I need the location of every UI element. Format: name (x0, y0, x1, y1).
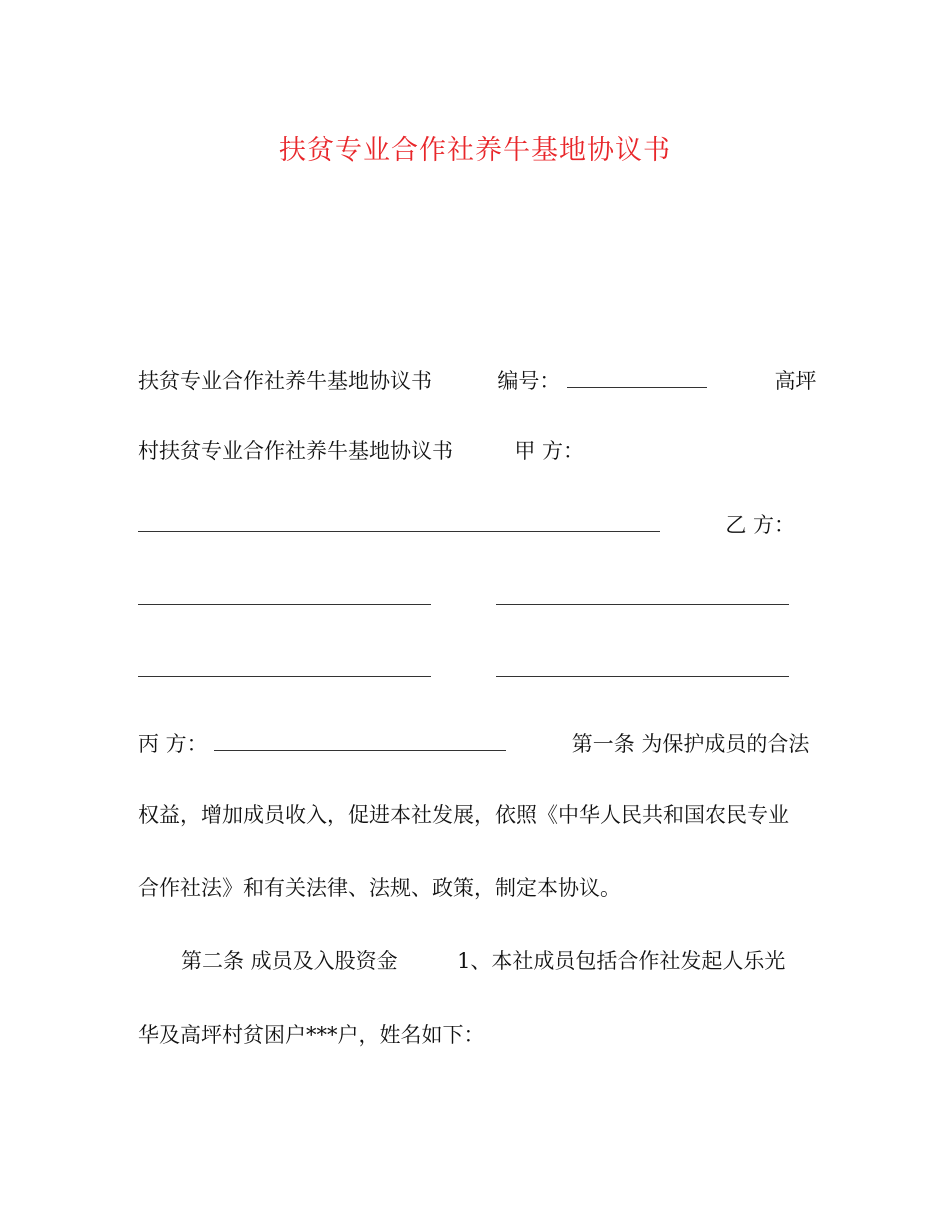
article-two-line (181, 946, 785, 976)
party-a-blank[interactable] (138, 511, 660, 532)
document-title: 扶贫专业合作社养牛基地协议书 (279, 135, 671, 166)
party-b-blank[interactable] (496, 584, 789, 605)
party-b-label: 乙 方： (725, 513, 796, 537)
paragraph-line: 权益，增加成员收入，促进本社发展，依照《中华人民共和国农民专业 (138, 803, 789, 827)
party-c-label: 丙 方： (138, 732, 208, 756)
paragraph-line: 合作社法》和有关法律、法规、政策，制定本协议。 (138, 876, 621, 900)
number-label: 编号： (497, 369, 561, 393)
party-b-blank[interactable] (138, 584, 431, 605)
village-heading-text: 村扶贫专业合作社养牛基地协议书 (138, 439, 453, 463)
article-two-heading: 第二条 成员及入股资金 (181, 949, 398, 973)
number-blank[interactable] (567, 367, 707, 388)
party-b-blanks-row-1 (138, 583, 789, 613)
party-b-blank[interactable] (138, 656, 431, 677)
agreement-number-line (138, 366, 816, 396)
article-two-item-text: 1、本社成员包括合作社发起人乐光 (457, 949, 786, 973)
paragraph-line: 华及高坪村贫困户***户，姓名如下： (138, 1023, 485, 1047)
heading-text: 扶贫专业合作社养牛基地协议书 (138, 369, 432, 393)
party-c-line (138, 729, 809, 759)
article-one-text: 第一条 为保护成员的合法 (571, 732, 810, 756)
party-c-blank[interactable] (214, 730, 506, 751)
party-b-line (138, 510, 795, 540)
village-text: 高坪 (774, 369, 817, 393)
party-a-label: 甲 方： (514, 439, 585, 463)
party-a-line (138, 436, 584, 466)
party-b-blank[interactable] (496, 656, 789, 677)
party-b-blanks-row-2 (138, 655, 789, 685)
